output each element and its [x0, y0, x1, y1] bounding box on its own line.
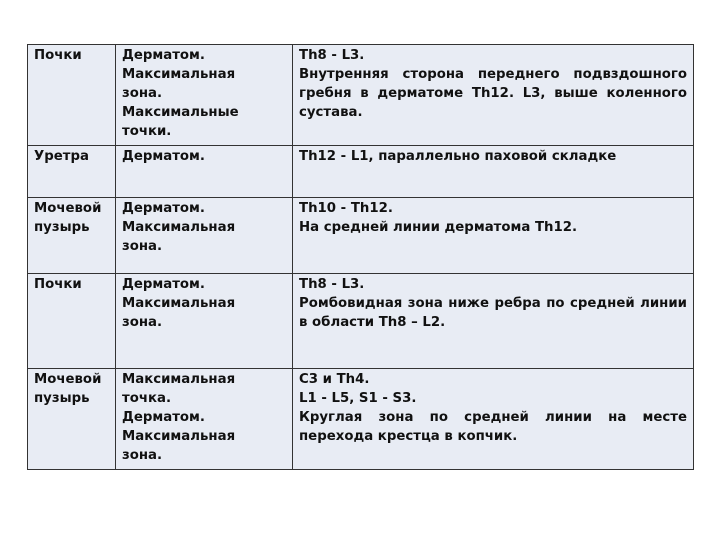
location-cell: Th8 - L3. Ромбовидная зона ниже ребра по средней линии в области Th8 – L2. — [293, 274, 694, 369]
method-cell: Максимальная точка. Дерматом. Максимальная зона. — [116, 369, 293, 470]
organ-cell: Мочевой пузырь — [28, 198, 116, 274]
method-cell: Дерматом. Максимальная зона. Максимальные точки. — [116, 45, 293, 146]
location-cell: Th10 - Th12. На средней линии дерматома Th12. — [293, 198, 694, 274]
method-cell: Дерматом. — [116, 146, 293, 198]
location-cell: C3 и Th4. L1 - L5, S1 - S3. Круглая зона по средней линии на месте перехода крестца в копчик. — [293, 369, 694, 470]
organ-cell: Мочевой пузырь — [28, 369, 116, 470]
organ-cell: Почки — [28, 274, 116, 369]
table-row — [28, 369, 694, 470]
method-cell: Дерматом. Максимальная зона. — [116, 274, 293, 369]
location-cell: Th8 - L3. Внутренняя сторона переднего подвздошного гребня в дерматоме Th12. L3, выше коленного сустава. — [293, 45, 694, 146]
dermatome-table — [27, 44, 694, 470]
method-cell: Дерматом. Максимальная зона. — [116, 198, 293, 274]
slide-table-container — [27, 44, 693, 470]
organ-cell: Уретра — [28, 146, 116, 198]
table-row — [28, 146, 694, 198]
location-cell: Th12 - L1, параллельно паховой складке — [293, 146, 694, 198]
organ-cell: Почки — [28, 45, 116, 146]
table-row — [28, 274, 694, 369]
table-row — [28, 45, 694, 146]
table-row — [28, 198, 694, 274]
